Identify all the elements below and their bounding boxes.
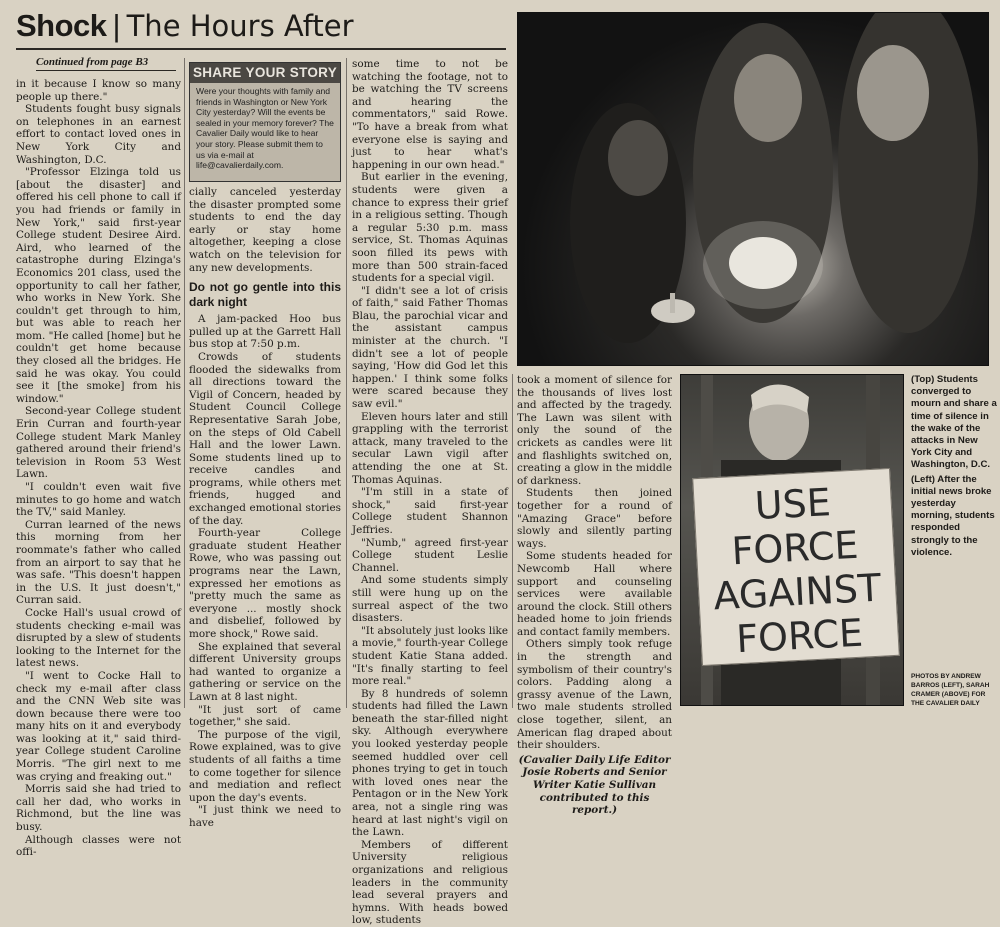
- sign-line-4: FORCE: [735, 610, 865, 662]
- paragraph: By 8 hundreds of solemn students had filled the Lawn beneath the star-filled night sky. Although everywhere you looked yesterday people seemed huddled over cell phones trying to get in touch with loved ones near the Pentagon or in the New York area, not a single ring was heard at last night's vigil on the Lawn.: [352, 687, 508, 839]
- paragraph: Students fought busy signals on telephones in an earnest effort to contact loved ones in New York City and Washington, D.C.: [16, 103, 181, 166]
- paragraph: Although classes were not offi-: [16, 833, 181, 859]
- paragraph: The purpose of the vigil, Rowe explained, was to give students of all faiths a time to come together for silence and mediation and reflect upon the day's events.: [189, 728, 341, 804]
- sign-line-3: AGAINST: [712, 565, 883, 619]
- sign-line-1: USE: [753, 480, 832, 529]
- paragraph: Others simply took refuge in the strength and symbolism of their country's colors. Padding along a grassy avenue of the Lawn, two male students strolled close together, silent, an American flag draped about their shoulders.: [517, 638, 672, 752]
- headline-rest: The Hours After: [126, 9, 354, 43]
- paragraph: Some students headed for Newcomb Hall where support and counseling services were available around the clock. Still others headed home to join friends and contact family members.: [517, 550, 672, 638]
- article-column-3: [352, 58, 508, 927]
- paragraph: "Professor Elzinga told us [about the disaster] and offered his cell phone to call if you had friends or family in New York," said first-year College student Desiree Aird. Aird, who learned of the catastrophe during Elzinga's Economics 201 class, used the opportunity to call her father, who works in New York. She couldn't get through to him, but was able to reach her mom. "He called [home] but he couldn't get home because they closed all the bridges. He said he was okay. You could see it [the smoke] from his window.": [16, 166, 181, 405]
- paragraph: She explained that several different University groups had wanted to organize a gathering or service on the Lawn at 8 last night.: [189, 640, 341, 703]
- paragraph: "I couldn't even wait five minutes to go home and watch the TV," said Manley.: [16, 481, 181, 519]
- paragraph: Fourth-year College graduate student Heather Rowe, who was passing out programs near the Lawn, expressed her emotions as "pretty much the same as everyone ... mostly shock and disbelief, followed by more shock," Rowe said.: [189, 527, 341, 640]
- headline-bold: Shock: [16, 8, 107, 43]
- paragraph: Crowds of students flooded the sidewalks from all directions toward the Vigil of Concern, headed by Student Council College Representative Sarah Jobe, on the steps of Old Cabell Hall and the lower Lawn. Some students lined up to receive candles and programs, while others met friends, hugged and exchanged emotional stories of the day.: [189, 350, 341, 527]
- paragraph: took a moment of silence for the thousands of lives lost and affected by the tragedy. The Lawn was silent with only the sound of the crickets as candles were lit and flashlights switched on, creating a glow in the middle of darkness.: [517, 374, 672, 487]
- paragraph: "I'm still in a state of shock," said first-year College student Shannon Jeffries.: [352, 486, 508, 536]
- vigil-photo-illustration: [518, 13, 988, 365]
- section-subhead: Do not go gentle into this dark night: [189, 280, 341, 310]
- photo-caption: [911, 374, 997, 561]
- photo-credit: PHOTOS BY ANDREW BARROS (LEFT), SARAH CRAMER (ABOVE) FOR THE CAVALIER DAILY: [911, 673, 990, 707]
- headline-rule: [16, 48, 506, 50]
- paragraph: "Numb," agreed first-year College student Leslie Channel.: [352, 536, 508, 574]
- article-column-2: [189, 186, 341, 829]
- share-box-title: SHARE YOUR STORY: [190, 63, 340, 83]
- paragraph: "I just think we need to have: [189, 804, 341, 829]
- sign-line-2: FORCE: [730, 522, 860, 574]
- vigil-candle-photo: [517, 12, 989, 366]
- paragraph: Cocke Hall's usual crowd of students checking e-mail was disrupted by a slew of students looking to the Internet for the latest news.: [16, 606, 181, 670]
- paragraph: Morris said she had tried to call her dad, who works in Richmond, but the line was busy.: [16, 783, 181, 834]
- caption-left: (Left) After the initial news broke yesterday morning, students responded strongly to the violence.: [911, 473, 995, 558]
- article-column-4: [517, 374, 672, 817]
- paragraph: "I didn't see a lot of crisis of faith," said Father Thomas Blau, the parochial vicar and the assistant campus minister at the church. "I didn't see a lot of people saying, 'How did God let this happen.' I think some folks were scared because they saw evil.": [352, 284, 508, 411]
- headline: [16, 4, 506, 48]
- paragraph: "It absolutely just looks like a movie," fourth-year College student Katie Stana added. "It's finally starting to feel more real.": [352, 624, 508, 688]
- protest-sign: [692, 468, 900, 666]
- column-divider: [346, 58, 347, 708]
- paragraph: Students then joined together for a round of "Amazing Grace" before slowly and silently parting ways.: [517, 487, 672, 550]
- contributor-note: (Cavalier Daily Life Editor Josie Roberts and Senior Writer Katie Sullivan contributed to this report.): [518, 753, 671, 817]
- paragraph: But earlier in the evening, students were given a chance to express their grief in a religious setting. Though a regular 5:30 p.m. mass service, St. Thomas Aquinas soon filled its pews with more than 500 strain-faced students for a special vigil.: [352, 171, 508, 285]
- paragraph: Second-year College student Erin Curran and fourth-year College student Mark Manley gathered around their friend's television in Room 53 West Lawn.: [16, 405, 181, 481]
- paragraph: "It just sort of came together," she said.: [189, 703, 341, 729]
- paragraph: Eleven hours later and still grappling with the terrorist attack, many traveled to the secular Lawn vigil after attending the one at St. Thomas Aquinas.: [352, 410, 508, 486]
- article-column-1: [16, 78, 181, 859]
- paragraph: some time to not be watching the footage, not to be watching the TV screens and hearing the commentators," said Rowe. "To have a break from what everyone else is saying and just to hear what's happening in our own head.": [352, 58, 508, 171]
- paragraph: cially canceled yesterday the disaster prompted some students to end the day early or stay home altogether, keeping a close watch on the television for any new developments.: [189, 186, 341, 274]
- paragraph: "I went to Cocke Hall to check my e-mail after class and the CNN Web site was down because there were too many hits on it and everybody was looking at it," said third-year College student Caroline Morris. "The girl next to me was crying and freaking out.": [16, 669, 181, 783]
- column-divider: [512, 374, 513, 708]
- paragraph: Curran learned of the news this morning from her roommate's father who called from an airport to say that he was safe. "This doesn't happen in the U.S. It just doesn't," Curran said.: [16, 518, 181, 607]
- continued-line: Continued from page B3: [36, 56, 176, 71]
- paragraph: Members of different University religious organizations and religious leaders in the community lead several prayers and hymns. With heads bowed low, students: [352, 838, 508, 927]
- share-your-story-box: [189, 62, 341, 182]
- protest-sign-photo: [680, 374, 904, 706]
- caption-top: (Top) Students converged to mourn and share a time of silence in the wake of the attacks in New York City and Washington, D.C.: [911, 374, 997, 471]
- paragraph: A jam-packed Hoo bus pulled up at the Garrett Hall bus stop at 7:50 p.m.: [189, 313, 341, 351]
- paragraph: And some students simply still were hung up on the surreal aspect of the two disasters.: [352, 574, 508, 625]
- paragraph: in it because I know so many people up there.": [16, 78, 181, 103]
- headline-separator: |: [112, 8, 121, 43]
- share-box-text: Were your thoughts with family and friends in Washington or New York City yesterday? Will the events be sealed in your memory forever? The Cavalier Daily would like to hear your story. Please submit them to us via e-mail at life@cavalierdaily.com.: [196, 86, 334, 171]
- column-divider: [184, 58, 185, 708]
